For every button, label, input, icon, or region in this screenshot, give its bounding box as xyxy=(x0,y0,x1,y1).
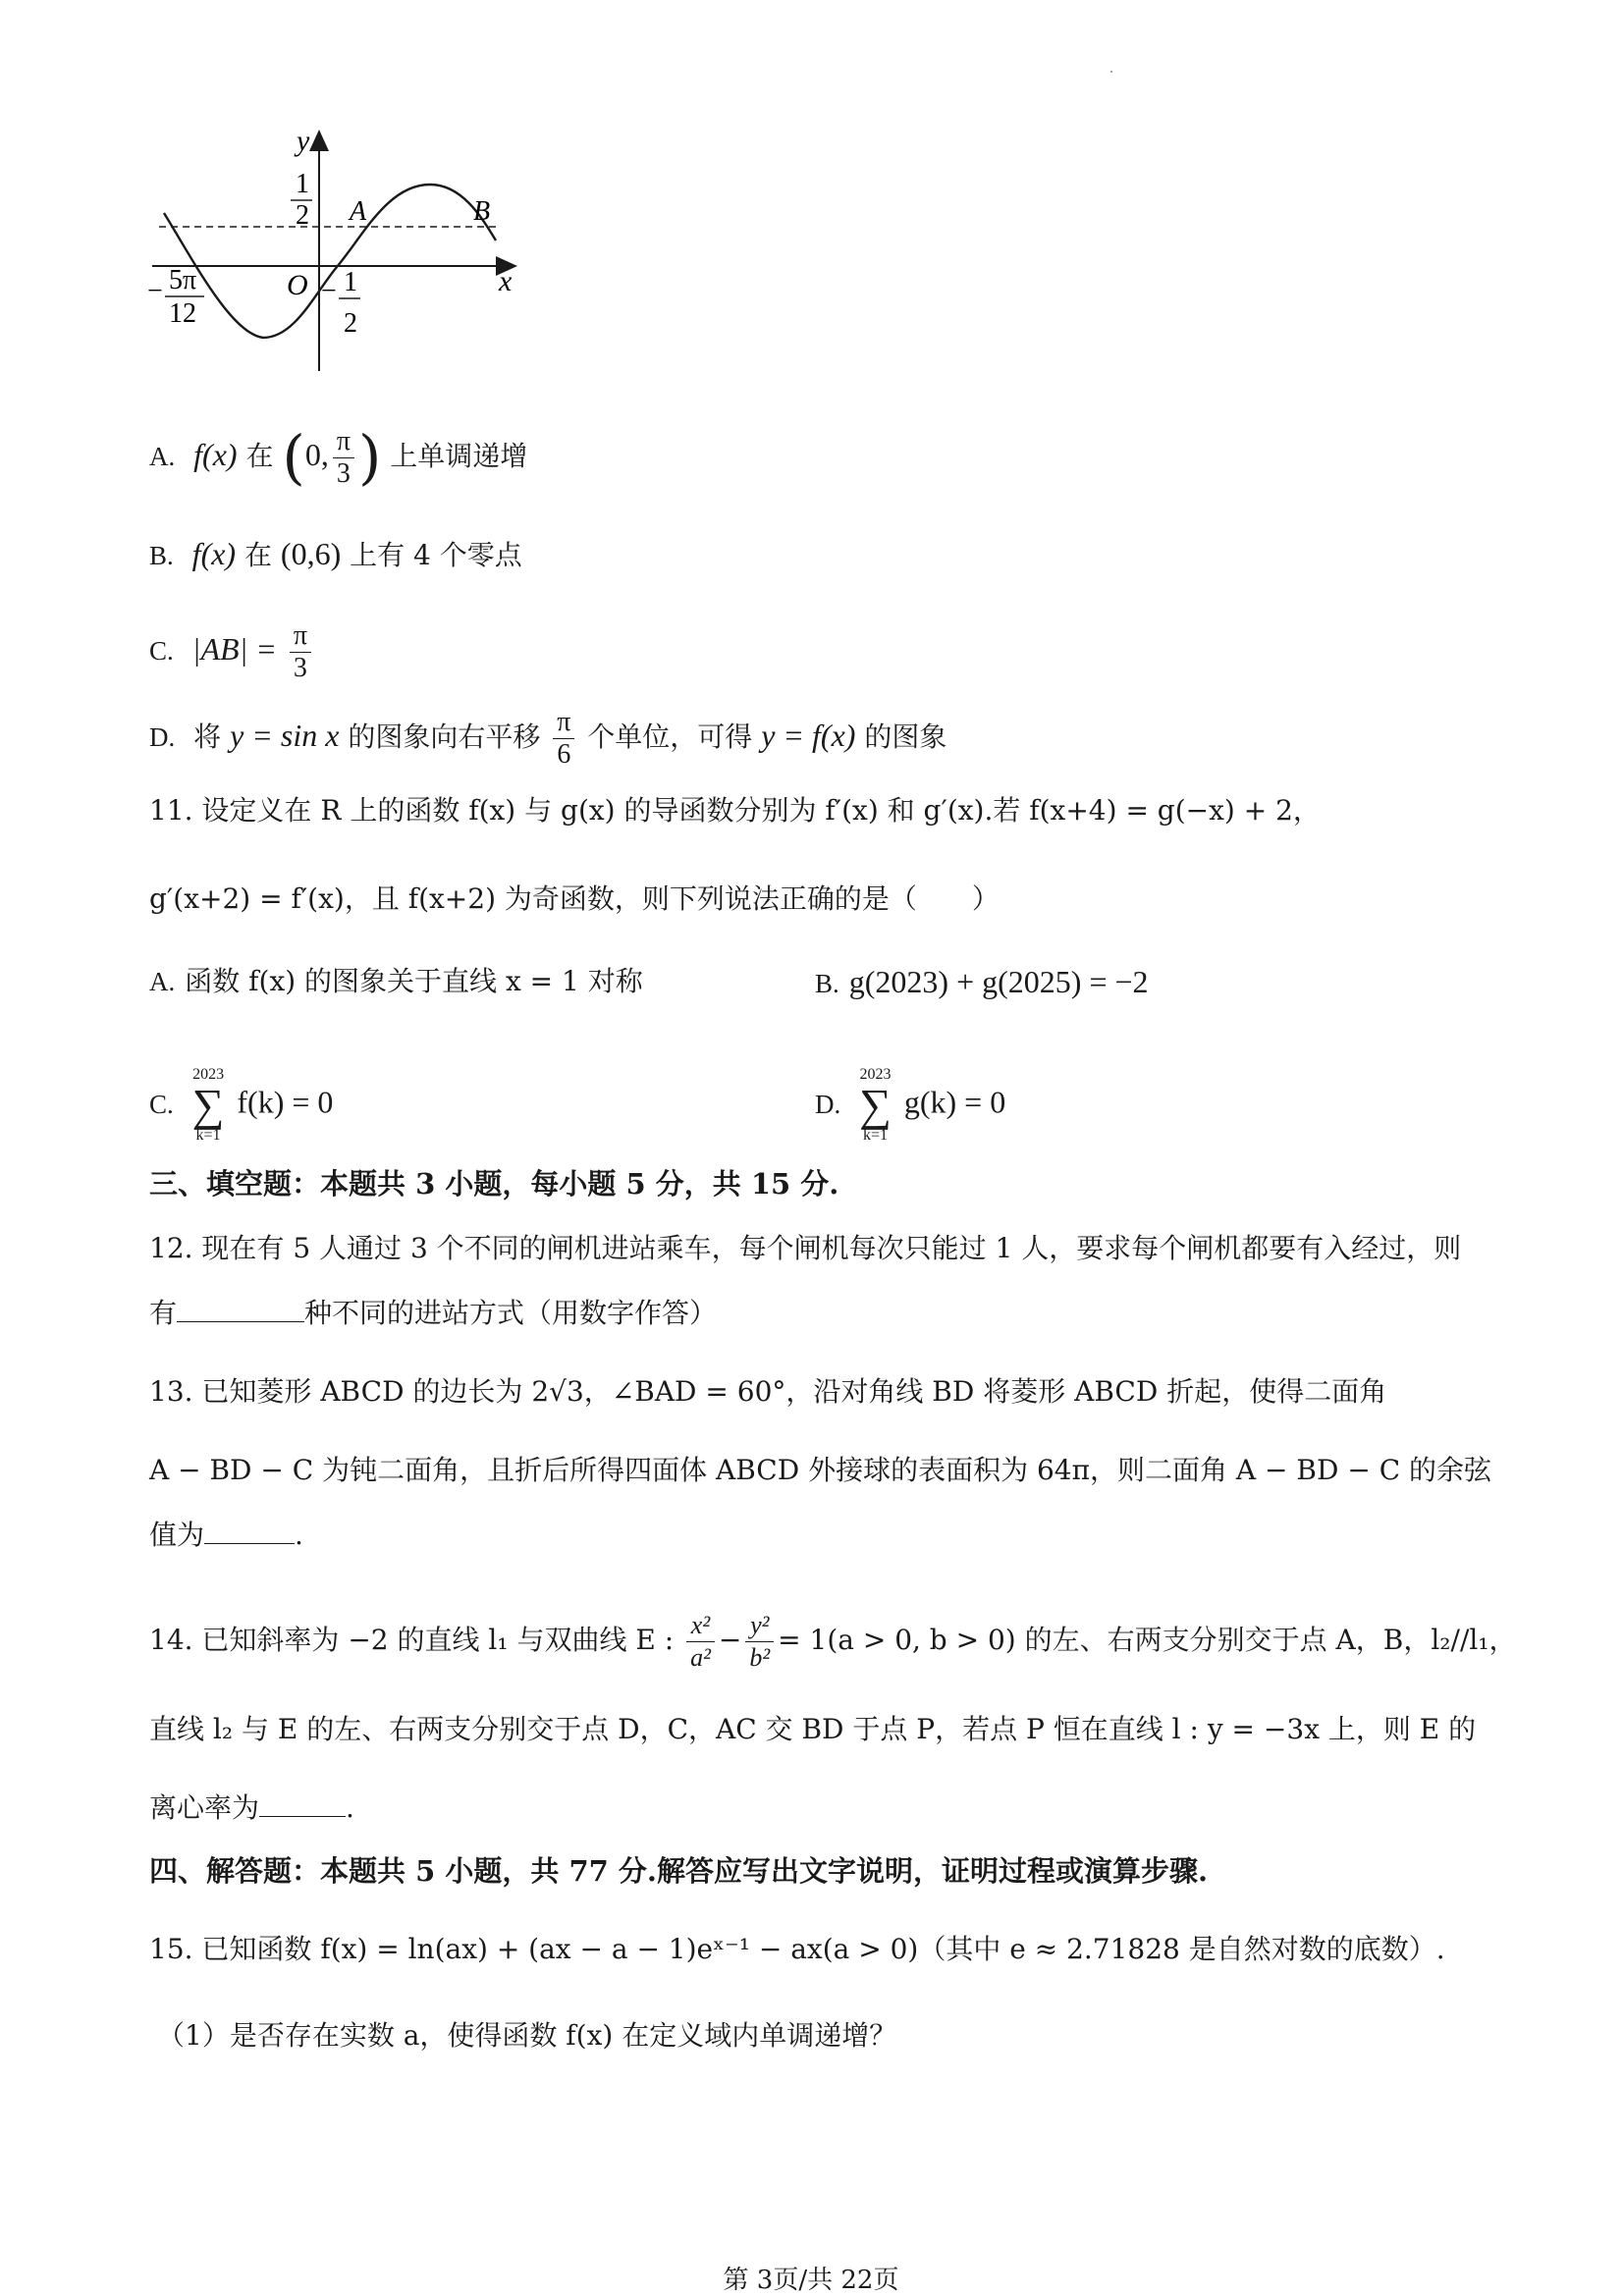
hyperbola-x-term: $\frac{\text{x²}}{\text{a²}}$ xyxy=(686,1610,715,1674)
q11-option-c: C. 2023 ∑ k=1 f(k) = 0 xyxy=(149,1066,334,1144)
q14-line2: 直线 l₂ 与 E 的左、右两支分别交于点 D，C，AC 交 BD 于点 P，若点 P 恒在直线 l : y = −3x 上，则 E 的 xyxy=(149,1713,1477,1745)
q15-subquestion-1: （1）是否存在实数 a，使得函数 f(x) 在定义域内单调递增？ xyxy=(157,2019,897,2052)
hyperbola-y-term: $\frac{\text{y²}}{\text{b²}}$ xyxy=(745,1610,774,1674)
q10-option-d: D. 将 y = sin x 的图象向右平移 $\frac{\pi}{6}$ 个单位，可得 y = f(x) 的图象 xyxy=(149,707,947,770)
q11-option-b: B. g(2023) + g(2025) = −2 xyxy=(815,964,1149,999)
left-tick-den: 12 xyxy=(169,298,196,329)
origin-label: O xyxy=(287,269,308,301)
neg-half-sign: − xyxy=(321,276,337,306)
q11-option-d: D. 2023 ∑ k=1 g(k) = 0 xyxy=(815,1066,1006,1144)
section-heading-solutions: 四、解答题：本题共 5 小题，共 77 分.解答应写出文字说明，证明过程或演算步骤. xyxy=(149,1854,1209,1888)
answer-blank-12 xyxy=(177,1296,304,1322)
q11-stem-line2: g′(x+2) = f′(x)，且 f(x+2) 为奇函数，则下列说法正确的是（ ） xyxy=(149,882,1000,915)
page-footer: 第 3页/共 22页 xyxy=(723,2266,899,2295)
q10-option-a: A. f(x) 在 (0, $\frac{\pi}{3}$ ) 上单调递增 xyxy=(149,423,528,493)
answer-blank-13 xyxy=(204,1518,295,1544)
q13-line3: 值为 . xyxy=(149,1519,303,1551)
answer-blank-14 xyxy=(259,1790,346,1817)
q12-line2: 有 种不同的进站方式（用数字作答） xyxy=(149,1297,718,1329)
summation-c: 2023 ∑ k=1 xyxy=(191,1066,225,1144)
q10-option-c: C. |AB| = $\frac{\pi}{3}$ xyxy=(149,620,315,684)
q12-line1: 12. 现在有 5 人通过 3 个不同的闸机进站乘车，每个闸机每次只能过 1 人，要求每个闸机都要有入经过，则 xyxy=(149,1232,1462,1264)
left-tick-sign: − xyxy=(147,276,163,306)
neg-half-num: 1 xyxy=(344,267,357,297)
half-num: 1 xyxy=(296,169,309,199)
y-axis-label: y xyxy=(297,125,310,157)
half-den: 2 xyxy=(296,200,309,231)
left-tick-num: 5π xyxy=(169,265,197,295)
point-a-label: A xyxy=(350,196,367,227)
x-axis-label: x xyxy=(499,265,513,297)
q13-line2: A − BD − C 为钝二面角，且折后所得四面体 ABCD 外接球的表面积为 64π，则二面角 A − BD − C 的余弦 xyxy=(149,1454,1492,1486)
scan-speck xyxy=(1110,71,1112,73)
section-heading-fill-in: 三、填空题：本题共 3 小题，每小题 5 分，共 15 分. xyxy=(149,1167,839,1201)
q15-stem: 15. 已知函数 f(x) = ln(ax) + (ax − a − 1)eˣ⁻¹ − ax(a > 0)（其中 e ≈ 2.71828 是自然对数的底数）. xyxy=(149,1933,1445,1965)
q14-line1: 14. 已知斜率为 −2 的直线 l₁ 与双曲线 E : $\frac{\text{x²}}{\text{a²}}$ − $\frac{\text{y²}}{\text{b²}}$ = 1(a > 0, b > 0) 的左、右两支分别交于点 A，B，l₂//l₁， xyxy=(149,1611,1517,1672)
point-b-label: B xyxy=(473,196,491,227)
sine-curve xyxy=(164,185,496,338)
q11-option-a: A. 函数 f(x) 的图象关于直线 x = 1 对称 xyxy=(149,965,643,997)
q14-line3: 离心率为 . xyxy=(149,1791,354,1824)
q13-line1: 13. 已知菱形 ABCD 的边长为 2√3，∠BAD = 60°，沿对角线 BD 将菱形 ABCD 折起，使得二面角 xyxy=(149,1375,1387,1408)
neg-half-den: 2 xyxy=(344,308,357,339)
summation-d: 2023 ∑ k=1 xyxy=(859,1066,892,1144)
q10-option-b: B. f(x) 在 (0,6) 上有 4 个零点 xyxy=(149,536,522,571)
q11-stem-line1: 11. 设定义在 R 上的函数 f(x) 与 g(x) 的导函数分别为 f′(x) 和 g′(x).若 f(x+4) = g(−x) + 2， xyxy=(149,794,1321,827)
